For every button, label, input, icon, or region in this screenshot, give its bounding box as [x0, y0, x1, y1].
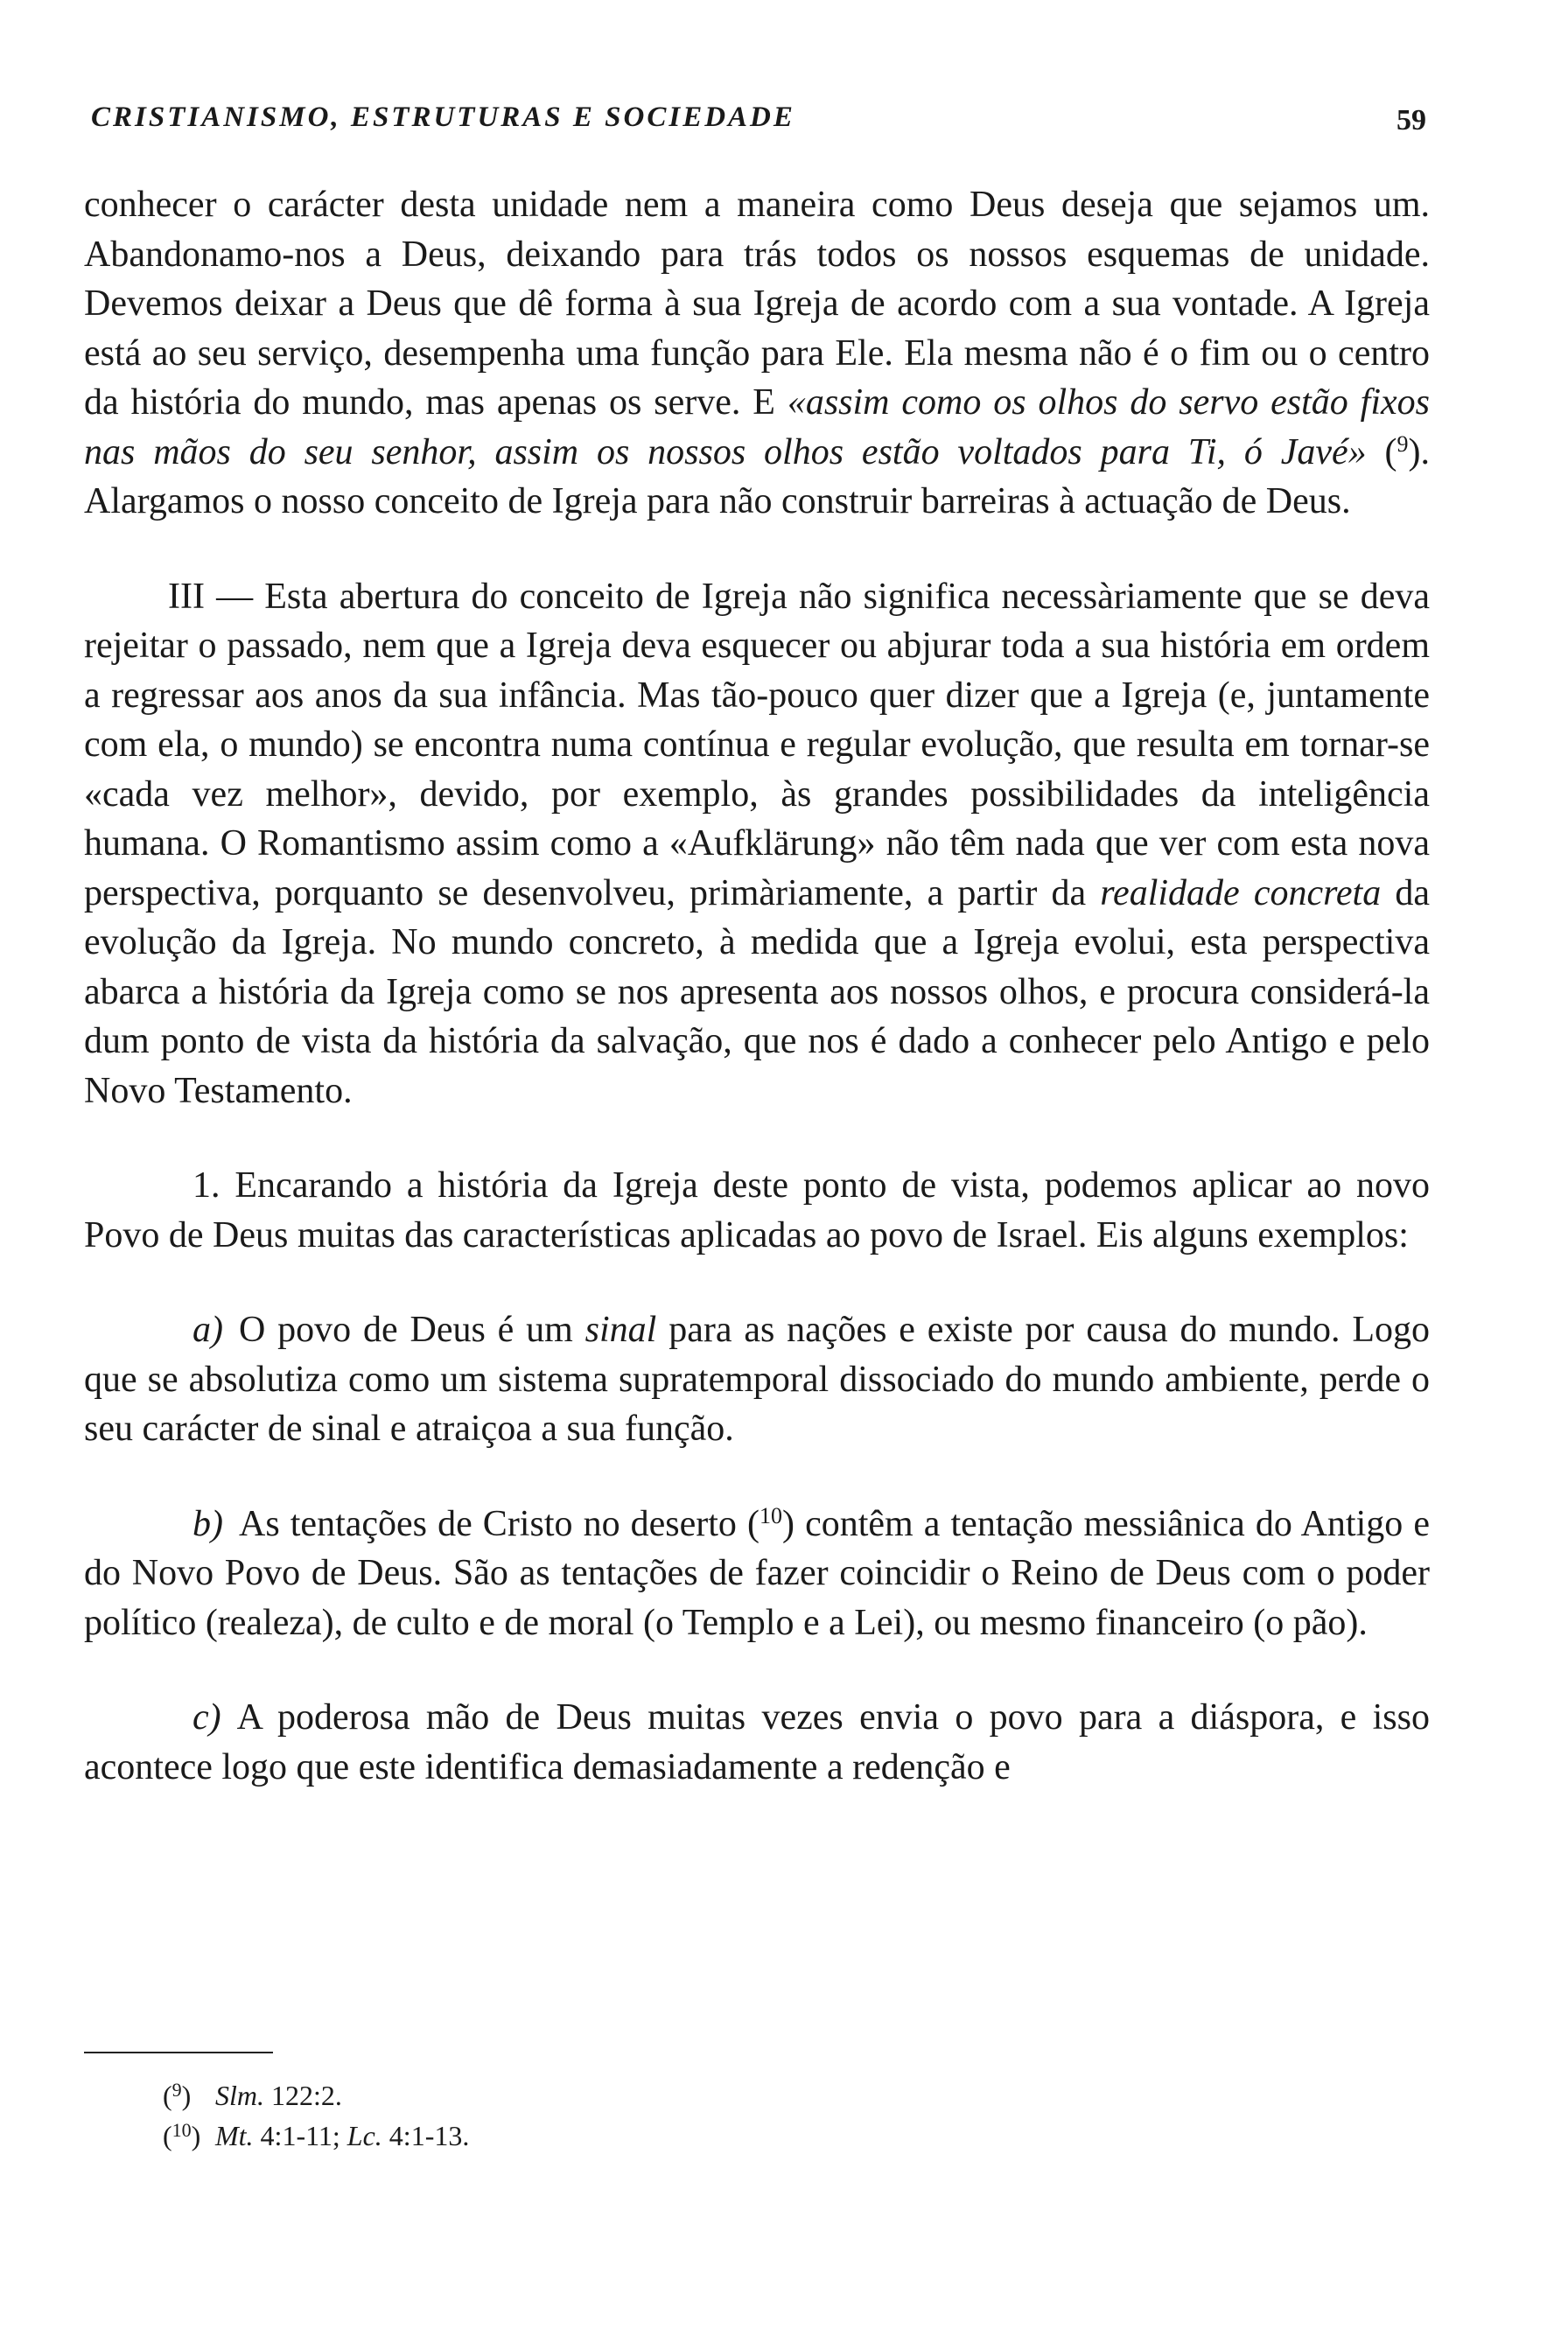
- emphasis-realidade-concreta: realidade concreta: [1100, 872, 1382, 913]
- list-item-a-text-a: O povo de Deus é um: [239, 1310, 585, 1350]
- list-item-b-text-b: ) contêm a tentação messiânica do Antigo e do Novo Povo de Deus. São as tentações de fazer coincidir o Reino de Deus com o poder político (realeza), de culto e de moral (o Templo e a Lei), ou mesmo financeiro (o pão).: [84, 1503, 1430, 1643]
- footnote-10-paren-open: (: [163, 2120, 172, 2151]
- footnote-10-number: 10: [172, 2119, 192, 2141]
- footnote-9-book: Slm.: [215, 2080, 264, 2111]
- body-text: [84, 180, 1430, 1792]
- footnotes: [163, 2075, 1300, 2156]
- list-item-b-label: b): [192, 1503, 223, 1544]
- paragraph-2-text-b: da evolução da Igreja. No mundo concreto, à medida que a Igreja evolui, esta perspectiva abarca a história da Igreja como se nos apresenta aos nossos olhos, e procura considerá-la dum ponto de vista da história da salvação, que nos é dado a conhecer pelo Antigo e pelo Novo Testamento.: [84, 872, 1430, 1111]
- list-item-a: [84, 1305, 1430, 1454]
- footnote-9-number: 9: [172, 2079, 182, 2101]
- emphasis-sinal: sinal: [584, 1310, 657, 1350]
- footnote-ref-9[interactable]: 9: [1396, 430, 1409, 457]
- footnote-9: [163, 2075, 1300, 2116]
- footnote-divider: [84, 2052, 273, 2053]
- list-item-c-label: c): [192, 1697, 221, 1738]
- footnote-10-book-1: Mt.: [215, 2120, 254, 2151]
- psalm-quote: «assim como os olhos do servo estão fixos nas mãos do seu senhor, assim os nossos olhos estão voltados para Ti, ó Javé»: [84, 382, 1430, 472]
- paragraph-3: [84, 1161, 1430, 1260]
- footnote-10-citation-2: 4:1-13.: [382, 2120, 470, 2151]
- footnote-9-paren-open: (: [163, 2080, 172, 2111]
- footnote-10-citation-1: 4:1-11;: [253, 2120, 347, 2151]
- footnote-ref-10[interactable]: 10: [760, 1502, 783, 1528]
- paragraph-2-text-a: III — Esta abertura do conceito de Igreja não significa necessàriamente que se deva rejeitar o passado, nem que a Igreja deva esquecer ou abjurar toda a sua história em ordem a regressar aos anos da sua infância. Mas tão-pouco quer dizer que a Igreja (e, juntamente com ela, o mundo) se encontra numa contínua e regular evolução, que resulta em tornar-se «cada vez melhor», devido, por exemplo, às grandes possibilidades da inteligência humana. O Romantismo assim como a «Aufklärung» não têm nada que ver com esta nova perspectiva, porquanto se desenvolveu, primàriamente, a partir da: [84, 576, 1430, 913]
- running-title: CRISTIANISMO, ESTRUTURAS E SOCIEDADE: [91, 101, 795, 133]
- paragraph-3-text: 1. Encarando a história da Igreja deste ponto de vista, podemos aplicar ao novo Povo de Deus muitas das características aplicadas ao povo de Israel. Eis alguns exemplos:: [84, 1165, 1430, 1255]
- footnote-10-book-2: Lc.: [346, 2120, 382, 2151]
- paragraph-1: [84, 180, 1430, 527]
- footnote-9-citation: 122:2.: [264, 2080, 342, 2111]
- paragraph-1-text-a: conhecer o carácter desta unidade nem a maneira como Deus deseja que sejamos um. Abandonamo-nos a Deus, deixando para trás todos os nossos esquemas de unidade. Devemos deixar a Deus que dê forma à sua Igreja de acordo com a sua vontade. A Igreja está ao seu serviço, desempenha uma função para Ele. Ela mesma não é o fim ou o centro da história do mundo, mas apenas os serve. E: [84, 185, 1430, 423]
- ref-open: (: [1366, 431, 1397, 472]
- list-item-c-text: A poderosa mão de Deus muitas vezes envia o povo para a diáspora, e isso acontece logo que este identifica demasiadamente a redenção e: [84, 1697, 1430, 1787]
- list-item-c: [84, 1693, 1430, 1792]
- paragraph-2: [84, 572, 1430, 1116]
- footnote-9-marker: [163, 2075, 215, 2116]
- footnote-10-paren-close: ): [191, 2120, 201, 2151]
- list-item-a-label: a): [192, 1310, 223, 1350]
- page-number: 59: [1396, 104, 1426, 136]
- footnote-9-paren-close: ): [181, 2080, 192, 2111]
- footnote-10: [163, 2116, 1300, 2156]
- list-item-b-text-a: As tentações de Cristo no deserto (: [239, 1503, 760, 1544]
- list-item-a-text-b: para as nações e existe por causa do mundo. Logo que se absolutiza como um sistema supratemporal dissociado do mundo ambiente, perde o seu carácter de sinal e atraiçoa a sua função.: [84, 1310, 1430, 1449]
- running-head: [91, 96, 1426, 149]
- ref-close: ).: [1408, 431, 1430, 472]
- paragraph-1-text-b: Alargamos o nosso conceito de Igreja para não construir barreiras à actuação de Deus.: [84, 481, 1351, 521]
- list-item-b: [84, 1500, 1430, 1648]
- footnote-10-marker: [163, 2116, 215, 2156]
